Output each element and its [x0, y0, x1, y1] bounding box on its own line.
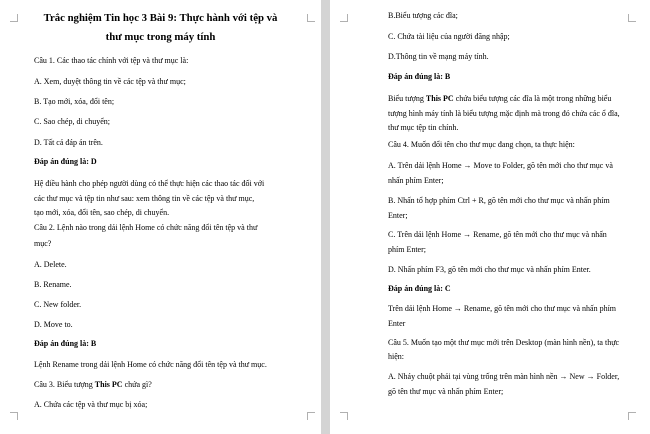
question-2-option-c: C. New folder. — [34, 300, 82, 309]
question-5: hiện: — [388, 352, 404, 361]
document-page-left — [0, 0, 321, 434]
margin-corner-mark — [340, 412, 348, 420]
question-5: Câu 5. Muốn tạo một thư mục mới trên Desktop (màn hình nền), ta thực — [388, 338, 620, 347]
margin-corner-mark — [628, 14, 636, 22]
question-2-explanation: Lệnh Rename trong dải lệnh Home có chức năng đổi tên tệp và thư mục. — [34, 360, 267, 369]
question-1-option-d: D. Tất cả đáp án trên. — [34, 138, 103, 147]
question-1-explanation: Hệ điều hành cho phép người dùng có thể thực hiện các thao tác đối với — [34, 179, 265, 188]
question-1-option-b: B. Tạo mới, xóa, đổi tên; — [34, 97, 115, 106]
question-4-explanation: Enter — [388, 319, 406, 328]
document-title-line-1: Trắc nghiệm Tin học 3 Bài 9: Thực hành với tệp và — [43, 12, 278, 24]
question-1-explanation: các thư mục và tệp tin như sau: xem thông tin về các tệp và thư mục, — [34, 194, 255, 203]
margin-corner-mark — [340, 14, 348, 22]
question-2-option-d: D. Move to. — [34, 320, 73, 329]
margin-corner-mark — [307, 412, 315, 420]
question-4-option-a: A. Trên dải lệnh Home → Move to Folder, gõ tên mới cho thư mục và — [388, 161, 613, 170]
question-2: Câu 2. Lệnh nào trong dải lệnh Home có chức năng đổi tên tệp và thư — [34, 223, 258, 232]
question-4: Câu 4. Muốn đổi tên cho thư mục đang chọn, ta thực hiện: — [388, 140, 575, 149]
question-4-option-c: phím Enter; — [388, 245, 426, 254]
question-3-option-a: A. Chứa các tệp và thư mục bị xóa; — [34, 400, 148, 409]
question-1-option-c: C. Sao chép, di chuyển; — [34, 117, 110, 126]
question-3: Câu 3. Biểu tượng This PC chứa gì? — [34, 380, 152, 389]
question-3-explanation: tượng hình máy tính là biểu tượng mặc định mà trong đó chứa các ổ đĩa, — [388, 109, 620, 118]
question-3-explanation: Biểu tượng This PC chứa biểu tượng các đĩa là một trong những biểu — [388, 94, 612, 103]
question-1: Câu 1. Các thao tác chính với tệp và thư mục là: — [34, 56, 189, 65]
question-2: mục? — [34, 239, 52, 248]
this-pc-term: This PC — [94, 380, 123, 389]
document-title-line-2: thư mục trong máy tính — [105, 31, 216, 43]
question-4-option-b: B. Nhấn tổ hợp phím Ctrl + R, gõ tên mới cho thư mục và nhấn phím — [388, 196, 610, 205]
question-1-option-a: A. Xem, duyệt thông tin về các tệp và thư mục; — [34, 77, 186, 86]
question-3-option-c: C. Chứa tài liệu của người đăng nhập; — [388, 32, 510, 41]
document-page-right — [330, 0, 650, 434]
question-1-answer: Đáp án đúng là: D — [34, 157, 97, 166]
margin-corner-mark — [10, 412, 18, 420]
question-5-option-a: A. Nháy chuột phải tại vùng trống trên màn hình nền → New → Folder, — [388, 372, 620, 381]
question-4-option-b: Enter; — [388, 211, 408, 220]
margin-corner-mark — [628, 412, 636, 420]
question-1-explanation: tạo mới, xóa, đổi tên, sao chép, di chuyển. — [34, 208, 170, 217]
question-4-answer: Đáp án đúng là: C — [388, 284, 451, 293]
question-5-option-a: gõ tên thư mục và nhấn phím Enter; — [388, 387, 504, 396]
question-2-option-b: B. Rename. — [34, 280, 72, 289]
question-4-explanation: Trên dải lệnh Home → Rename, gõ tên mới cho thư mục và nhấn phím — [388, 304, 617, 313]
question-3-answer: Đáp án đúng là: B — [388, 72, 451, 81]
this-pc-term: This PC — [425, 94, 454, 103]
question-2-option-a: A. Delete. — [34, 260, 67, 269]
question-3-option-b: B.Biểu tượng các đĩa; — [388, 11, 458, 20]
question-4-option-d: D. Nhấn phím F3, gõ tên mới cho thư mục và nhấn phím Enter. — [388, 265, 591, 274]
question-2-answer: Đáp án đúng là: B — [34, 339, 97, 348]
question-4-option-c: C. Trên dải lệnh Home → Rename, gõ tên mới cho thư mục và nhấn — [388, 230, 607, 239]
question-4-option-a: nhấn phím Enter; — [388, 176, 444, 185]
question-3-option-d: D.Thông tin về mạng máy tính. — [388, 52, 489, 61]
question-3-explanation: thư mục tệp tin chính. — [388, 123, 459, 132]
